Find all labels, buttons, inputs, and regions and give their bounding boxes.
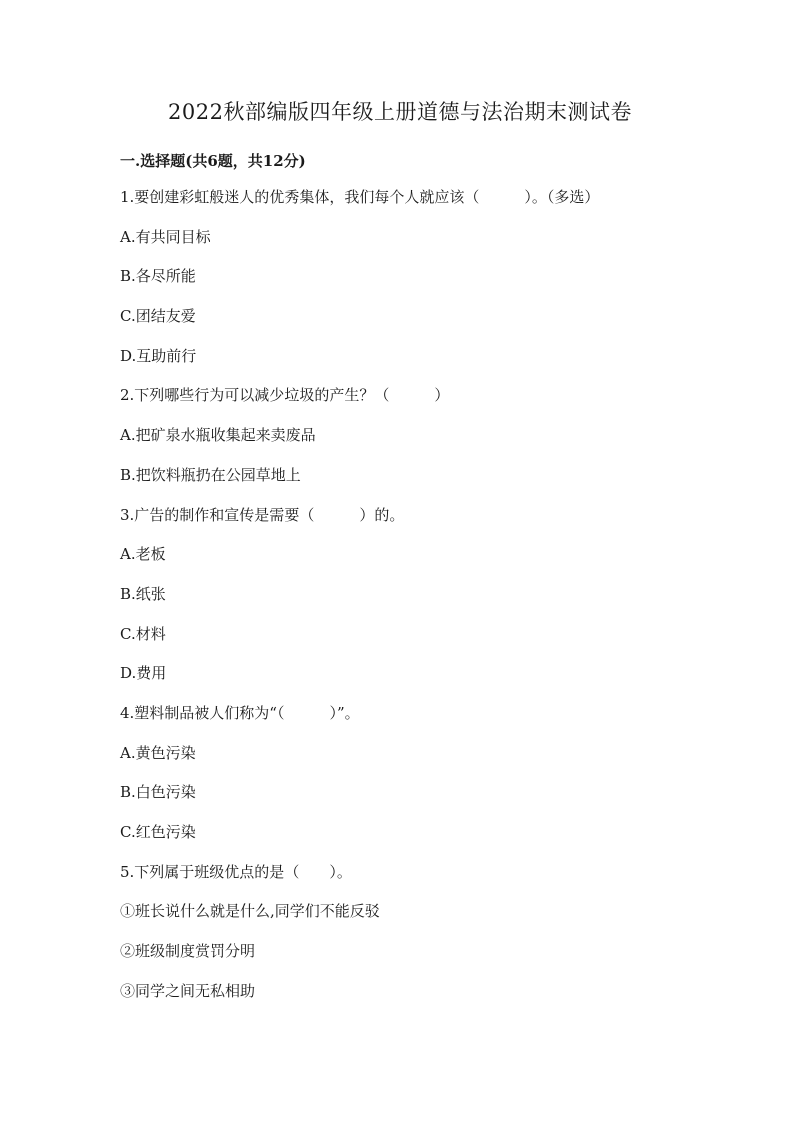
question-2-option-b: B.把饮料瓶扔在公园草地上 (120, 465, 301, 484)
question-4-option-c: C.红色污染 (120, 823, 196, 841)
question-5-item-2: ②班级制度赏罚分明 (120, 942, 256, 961)
question-1-stem: 1.要创建彩虹般迷人的优秀集体，我们每个人就应该（ ）。（多选） (120, 188, 600, 206)
question-2-stem: 2.下列哪些行为可以减少垃圾的产生？（ ） (120, 386, 450, 405)
question-1-option-c: C.团结友爱 (120, 307, 196, 326)
question-1-option-b: B.各尽所能 (120, 267, 196, 286)
question-3-option-b: B.纸张 (120, 584, 166, 603)
question-4-stem: 4.塑料制品被人们称为“（ ）”。 (120, 703, 360, 722)
question-1-option-a: A.有共同目标 (120, 227, 211, 246)
question-5-stem: 5.下列属于班级优点的是（ ）。 (120, 862, 352, 881)
question-4-option-b: B.白色污染 (120, 783, 196, 802)
question-3-option-d: D.费用 (120, 664, 167, 683)
question-list (120, 186, 720, 1019)
page-title: 2022秋部编版四年级上册道德与法治期末测试卷 (168, 100, 632, 124)
question-3-option-a: A.老板 (120, 545, 166, 564)
question-5-item-3: ③同学之间无私相助 (120, 981, 256, 1000)
question-2-option-a: A.把矿泉水瓶收集起来卖废品 (120, 426, 316, 445)
question-1-option-d: D.互助前行 (120, 346, 197, 365)
question-5-item-1: ①班长说什么就是什么,同学们不能反驳 (120, 902, 380, 921)
question-3-stem: 3.广告的制作和宣传是需要（ ）的。 (120, 505, 405, 524)
question-3-option-c: C.材料 (120, 624, 166, 643)
section-heading: 一.选择题(共6题，共12分) (120, 152, 306, 170)
question-4-option-a: A.黄色污染 (120, 743, 196, 762)
